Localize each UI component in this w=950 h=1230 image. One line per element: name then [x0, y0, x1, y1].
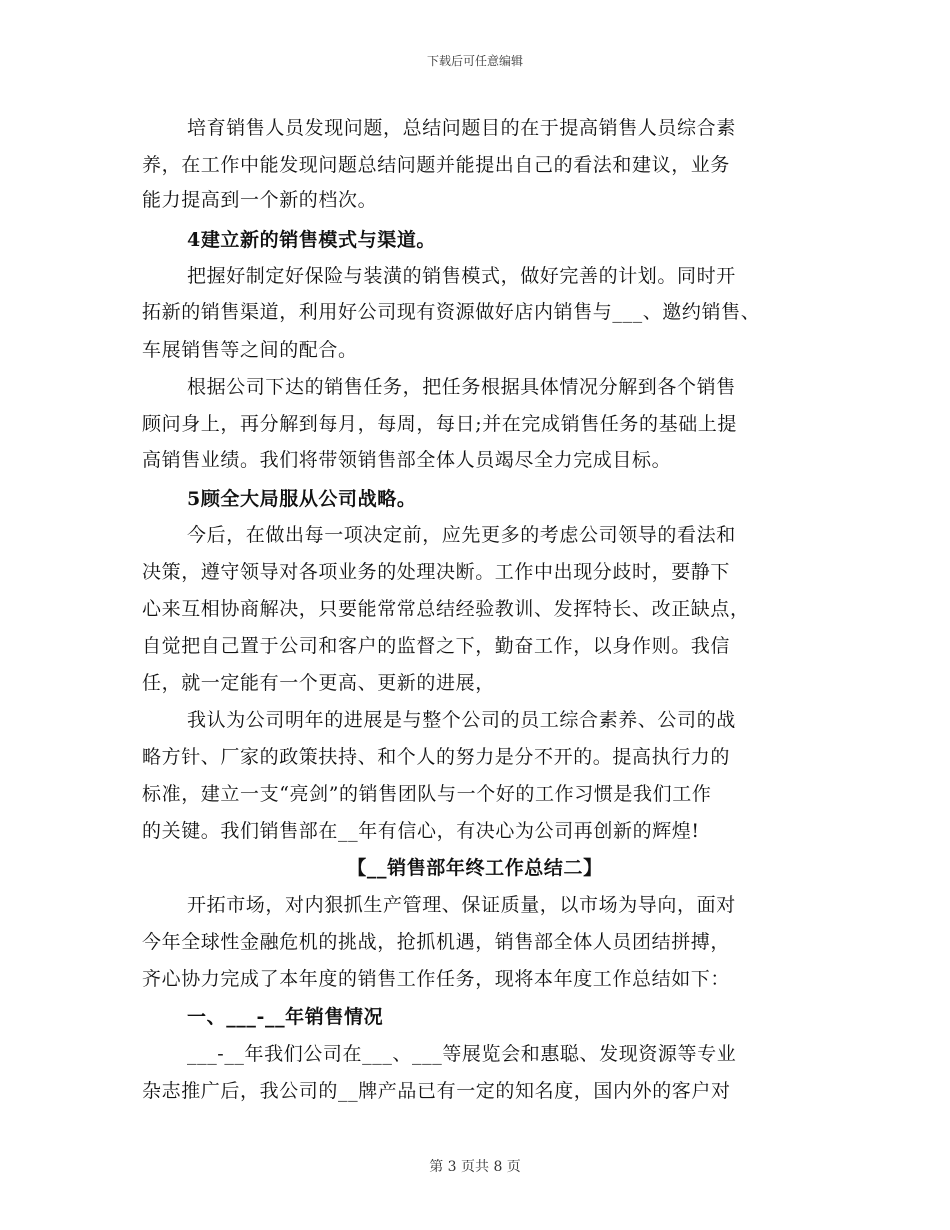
- paragraph-line: 齐心协力完成了本年度的销售工作任务，现将本年度工作总结如下：: [142, 968, 731, 990]
- paragraph-line: 略方针、厂家的政策扶持、和个人的努力是分不开的。提高执行力的: [142, 746, 731, 768]
- paragraph-line: 培育销售人员发现问题，总结问题目的在于提高销售人员综合素: [187, 117, 736, 139]
- paragraph-line: 今后，在做出每一项决定前，应先更多的考虑公司领导的看法和: [187, 524, 736, 546]
- paragraph-line: 拓新的销售渠道，利用好公司现有资源做好店内销售与___、邀约销售、: [142, 301, 761, 323]
- paragraph-line: 心来互相协商解决，只要能常常总结经验教训、发挥特长、改正缺点，: [142, 598, 750, 620]
- paragraph-line: 养，在工作中能发现问题总结问题并能提出自己的看法和建议，业务: [142, 154, 731, 176]
- section-heading: 5顾全大局服从公司战略。: [187, 488, 417, 510]
- section-heading: 一、___-__年销售情况: [187, 1006, 384, 1028]
- paragraph-line: 自觉把自己置于公司和客户的监督之下，勤奋工作，以身作则。我信: [142, 635, 731, 657]
- paragraph-line: 顾问身上，再分解到每月，每周，每日;并在完成销售任务的基础上提: [142, 413, 738, 435]
- paragraph-line: 杂志推广后，我公司的__牌产品已有一定的知名度，国内外的客户对: [142, 1080, 731, 1102]
- paragraph-line: 任，就一定能有一个更高、更新的进展，: [142, 672, 495, 694]
- page-header: 下载后可任意编辑: [426, 54, 523, 68]
- paragraph-line: 决策，遵守领导对各项业务的处理决断。工作中出现分歧时，要静下: [142, 561, 731, 583]
- paragraph-line: 把握好制定好保险与装潢的销售模式，做好完善的计划。同时开: [187, 265, 736, 287]
- paragraph-line: 开拓市场，对内狠抓生产管理、保证质量，以市场为导向，面对: [187, 894, 736, 916]
- document-subtitle: 【__销售部年终工作总结二】: [347, 857, 603, 879]
- paragraph-line: 的关键。我们销售部在__年有信心，有决心为公司再创新的辉煌!: [142, 820, 700, 842]
- paragraph-line: 根据公司下达的销售任务，把任务根据具体情况分解到各个销售: [187, 376, 736, 398]
- page-footer: 第 3 页共 8 页: [429, 1159, 521, 1175]
- paragraph-line: 能力提高到一个新的档次。: [142, 189, 378, 211]
- paragraph-line: 今年全球性金融危机的挑战，抢抓机遇，销售部全体人员团结拼搏，: [142, 931, 731, 953]
- paragraph-line: 标准，建立一支“亮剑”的销售团队与一个好的工作习惯是我们工作: [142, 783, 712, 805]
- section-heading: 4建立新的销售模式与渠道。: [187, 229, 437, 251]
- paragraph-line: ___-__年我们公司在___、___等展览会和惠聪、发现资源等专业: [187, 1043, 737, 1065]
- paragraph-line: 我认为公司明年的进展是与整个公司的员工综合素养、公司的战: [187, 709, 736, 731]
- paragraph-line: 车展销售等之间的配合。: [142, 339, 358, 361]
- paragraph-line: 高销售业绩。我们将带领销售部全体人员竭尽全力完成目标。: [142, 449, 672, 471]
